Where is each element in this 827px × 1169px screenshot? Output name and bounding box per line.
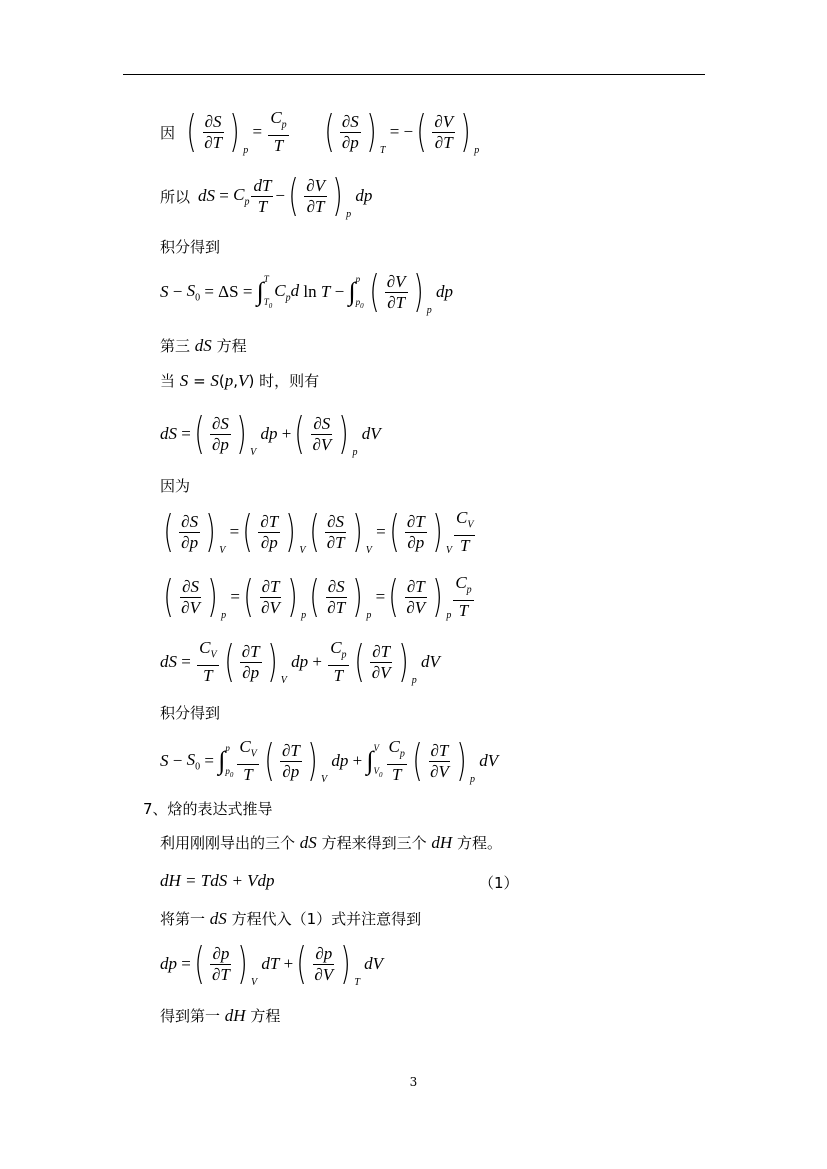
first-dh-line — [160, 1006, 280, 1026]
label-shizeyou: 时，则有 — [259, 372, 320, 390]
equation-dp: dp = ( $\frac{\partial p}{\partial T}$ ) V dT + ( $\frac{\partial p}{\partial V}$ ) T dV — [160, 938, 384, 989]
equation-dsdv: ( $\frac{\partial S}{\partial V}$ ) p = ( $\frac{\partial T}{\partial V}$ ) p ( $\frac{\partial S}{\partial T}$ ) p = ( $\frac{\partial T}{\partial V}$ ) p $\frac{C_p}{T}$ — [163, 571, 472, 623]
equation-therefore: 所以 dS = $C_p$ $\frac{dT}{T}$ − ( $\frac{\partial V}{\partial T}$ ) p dp — [160, 170, 373, 221]
equation-dsdp: ( $\frac{\partial S}{\partial p}$ ) V = ( $\frac{\partial T}{\partial p}$ ) V ( $\frac{\partial S}{\partial T}$ ) V = ( $\frac{\partial T}{\partial p}$ ) V $\frac{C_V}{T}$ — [163, 506, 474, 558]
label-dedao-dh: dH — [224, 1006, 246, 1025]
label-yin: 因 — [160, 123, 176, 142]
condition-line: 当 S = S(p,V) 时，则有 — [160, 371, 320, 390]
header-rule — [123, 74, 705, 75]
label-dedao-b: 方程 — [250, 1007, 281, 1025]
equation-dh-text: dH = TdS + Vdp — [160, 871, 275, 890]
heading-third-ds — [160, 336, 247, 356]
label-jiang-b: 方程代入（1）式并注意得到 — [231, 910, 422, 928]
label-jifen2: 积分得到 — [160, 704, 221, 722]
label-jifen1: 积分得到 — [160, 238, 221, 256]
label-liyong-c: 方程。 — [456, 834, 502, 852]
label-liyong-ds: dS — [299, 833, 317, 852]
label-disan: 第三 — [160, 337, 191, 355]
equation-dh — [160, 871, 275, 891]
equation-ds-third: dS = $\frac{C_V}{T}$ ( $\frac{\partial T}{\partial p}$ ) V dp + $\frac{C_p}{T}$ ( $\frac{\partial T}{\partial V}$ ) p dV — [160, 636, 440, 688]
label-jiang-ds: dS — [209, 909, 227, 928]
label-suoyi: 所以 — [160, 187, 191, 206]
page-number: 3 — [409, 1075, 418, 1089]
equation-since: 因 ( $\frac{\partial S}{\partial T}$ ) p = $\frac{C_p}{T}$ ( $\frac{\partial S}{\partial p}$ ) T = − ( $\frac{\partial V}{\partial T}$ ) p — [160, 106, 480, 158]
equation-integral-1: S − $S_0$ = ΔS = ∫ T $T_0$ $C_pd$ ln T − ∫ p $p_0$ ( $\frac{\partial V}{\partial T}$ ) p dp — [160, 266, 453, 317]
label-jiang-a: 将第一 — [160, 910, 206, 928]
equation-number-1: （1） — [479, 874, 519, 892]
intro-line — [160, 833, 502, 853]
label-liyong-dh: dH — [431, 833, 453, 852]
label-dedao-a: 得到第一 — [160, 1007, 221, 1025]
label-disan-ds: dS — [194, 336, 212, 355]
label-liyong-a: 利用刚刚导出的三个 — [160, 834, 296, 852]
label-yinwei: 因为 — [160, 477, 191, 495]
substitute-line — [160, 909, 421, 929]
equation-integral-3: S − $S_0$ = ∫ p $p_0$ $\frac{C_V}{T}$ ( $\frac{\partial T}{\partial p}$ ) V dp + ∫ V $V_0$ $\frac{C_p}{T}$ ( $\frac{\partial T}{\partial V}$ ) p dV — [160, 735, 499, 787]
section-heading-7: 7、焓的表达式推导 — [143, 800, 273, 818]
label-dang: 当 — [160, 372, 176, 390]
label-liyong-b: 方程来得到三个 — [321, 834, 427, 852]
label-disan-fangcheng: 方程 — [216, 337, 247, 355]
equation-ds-pv: dS = ( $\frac{\partial S}{\partial p}$ ) V dp + ( $\frac{\partial S}{\partial V}$ ) p dV — [160, 408, 381, 459]
